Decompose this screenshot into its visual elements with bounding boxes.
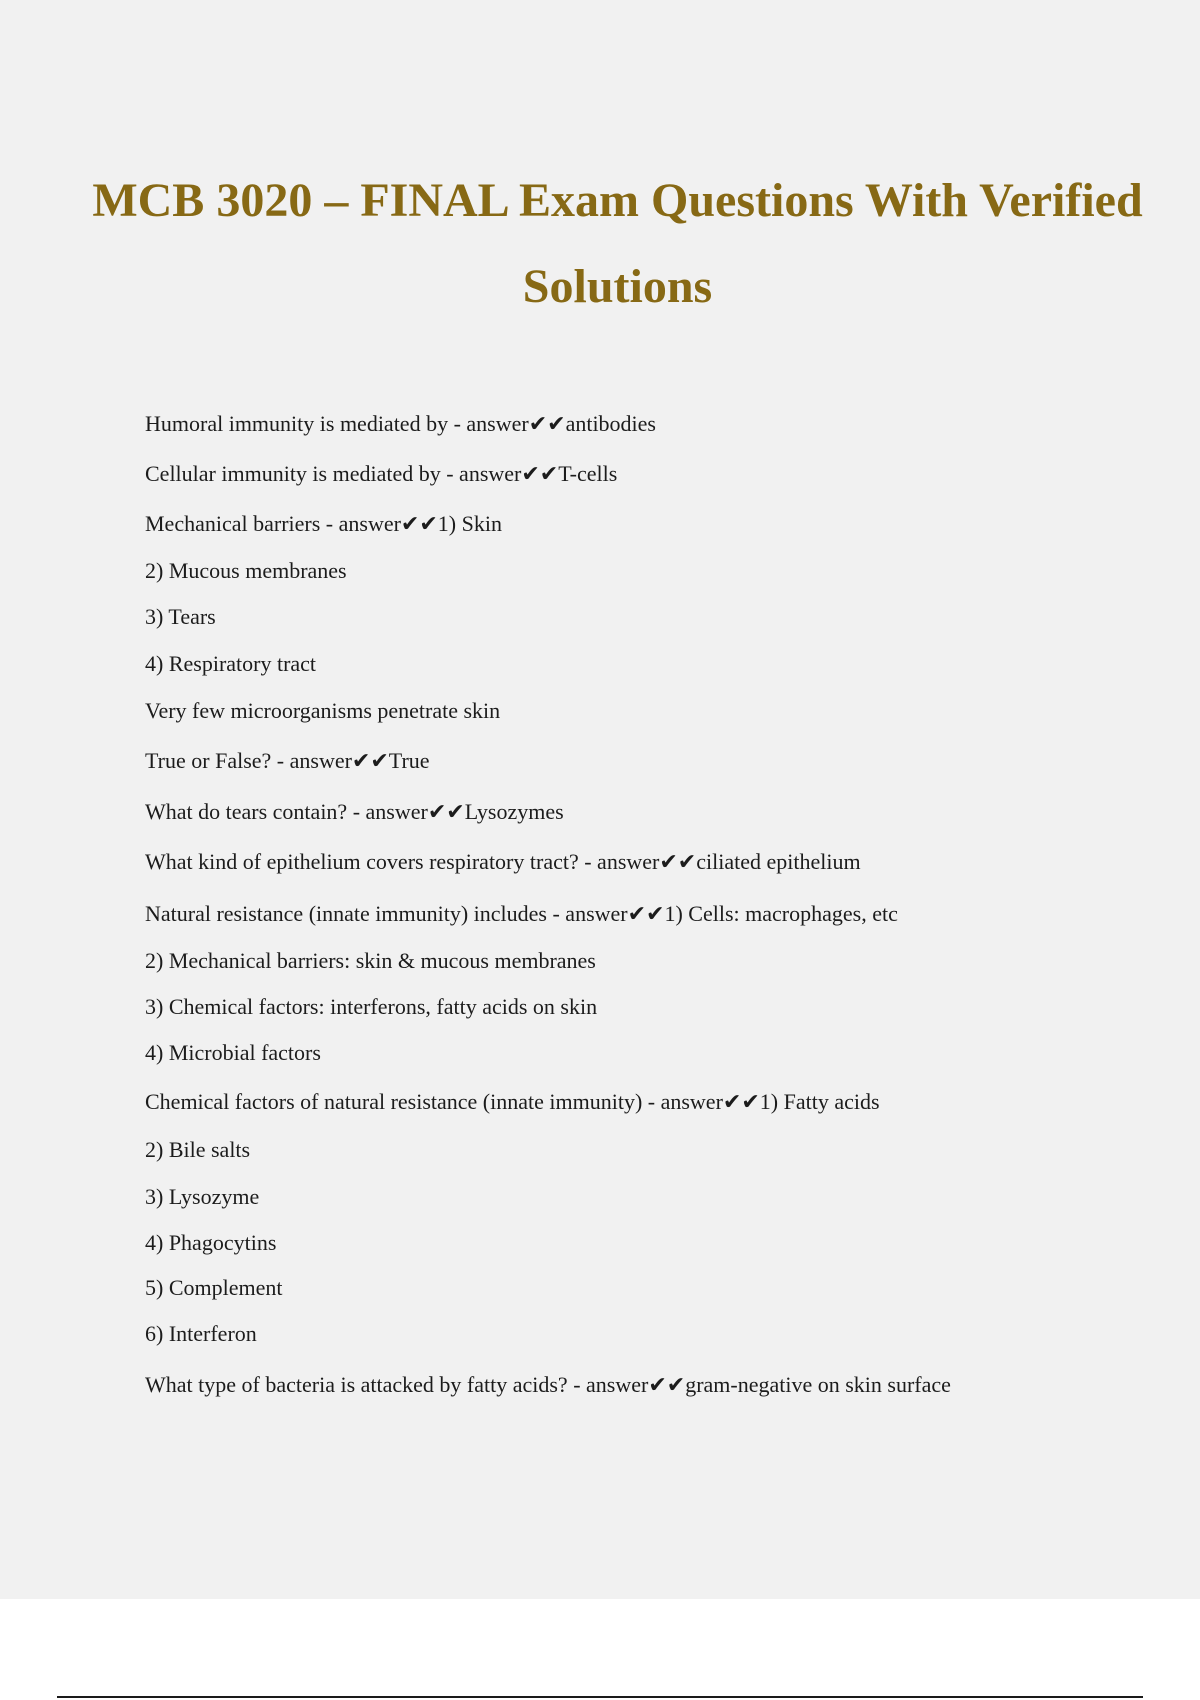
qa-line: 6) Interferon: [145, 1321, 257, 1346]
qa-line: Humoral immunity is mediated by - answer✔✔antibodies: [145, 411, 656, 436]
qa-line: Natural resistance (innate immunity) includes - answer✔✔1) Cells: macrophages, etc: [145, 901, 898, 926]
qa-line: 4) Phagocytins: [145, 1230, 277, 1255]
document-title: MCB 3020 – FINAL Exam Questions With Verified Solutions: [92, 174, 1143, 313]
footer-divider: [57, 1696, 1143, 1698]
qa-line: 2) Mucous membranes: [145, 558, 347, 583]
qa-line: True or False? - answer✔✔True: [145, 748, 430, 773]
qa-line: What type of bacteria is attacked by fatty acids? - answer✔✔gram-negative on skin surface: [145, 1372, 951, 1397]
qa-line: 4) Microbial factors: [145, 1040, 321, 1065]
qa-line: 2) Bile salts: [145, 1137, 251, 1162]
qa-line: 5) Complement: [145, 1275, 283, 1300]
page-footer: [0, 1599, 1200, 1700]
qa-line: Chemical factors of natural resistance (innate immunity) - answer✔✔1) Fatty acids: [145, 1089, 880, 1114]
qa-line: 2) Mechanical barriers: skin & mucous membranes: [145, 948, 596, 973]
qa-line: 4) Respiratory tract: [145, 651, 317, 676]
qa-line: Mechanical barriers - answer✔✔1) Skin: [145, 511, 502, 536]
qa-line: Cellular immunity is mediated by - answer✔✔T-cells: [145, 461, 618, 486]
qa-line: 3) Chemical factors: interferons, fatty acids on skin: [145, 994, 598, 1019]
qa-line: What kind of epithelium covers respiratory tract? - answer✔✔ciliated epithelium: [145, 849, 861, 874]
qa-line: What do tears contain? - answer✔✔Lysozymes: [145, 799, 564, 824]
qa-line: 3) Lysozyme: [145, 1184, 260, 1209]
qa-line: 3) Tears: [145, 604, 216, 629]
qa-line: Very few microorganisms penetrate skin: [145, 698, 501, 723]
